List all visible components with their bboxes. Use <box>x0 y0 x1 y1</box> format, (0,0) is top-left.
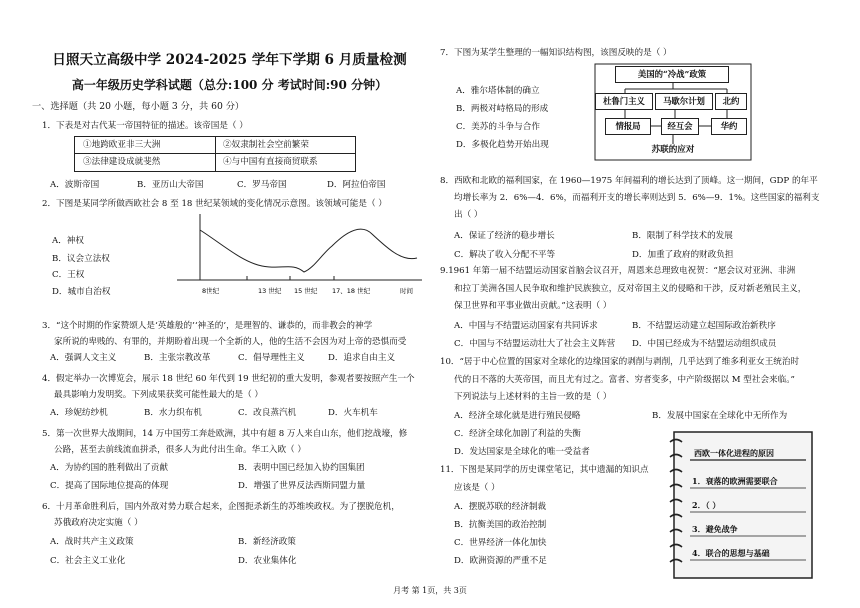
q4-option-c[interactable]: C．改良蒸汽机 <box>238 408 297 418</box>
q7-option-d[interactable]: D．多极化趋势开始出现 <box>456 140 549 150</box>
q6-option-c[interactable]: C．社会主义工业化 <box>50 556 126 566</box>
q1-option-a[interactable]: A．波斯帝国 <box>50 180 100 190</box>
q1-cell-3: ③法律建设成就斐然 <box>83 157 161 167</box>
q2-option-b[interactable]: B．议会立法权 <box>52 254 110 264</box>
q11-option-d[interactable]: D．欧洲资源的严重不足 <box>454 556 547 566</box>
q10-line-1: 10．“居于中心位置的国家对全球化的边缘国家的剥削与剥削，几乎达到了维多利亚女王统治时 <box>440 357 800 367</box>
q10-line-2: 代的日不落的大英帝国，而且尤有过之。富者、穷者变多，中产阶级据以 M 型社会来临。” <box>454 375 795 385</box>
q1-cell-1: ①地跨欧亚非三大洲 <box>83 140 161 150</box>
q2-option-d[interactable]: D．城市自治权 <box>52 287 111 297</box>
q11-notebook-item-3: 3．避免战争 <box>692 524 738 534</box>
q5-option-c[interactable]: C．提高了国际地位提高的体现 <box>50 481 169 491</box>
q3-option-d[interactable]: D．追求自由主义 <box>328 353 396 363</box>
q7-node-marshall: 马歇尔计划 <box>655 93 713 110</box>
q7-node-soviet-response: 苏联的应对 <box>651 145 695 155</box>
q5-line-1: 5．第一次世界大战期间，14 万中国劳工奔赴欧洲，其中有超 8 万人来自山东，他们挖战壕，修 <box>42 429 408 439</box>
q1-cell-4: ④与中国有直接商贸联系 <box>223 157 318 167</box>
q6-option-d[interactable]: D．农业集体化 <box>238 556 297 566</box>
q2-axis-label-8c: 8世纪 <box>202 287 220 295</box>
q9-line-3: 保卫世界和平事业做出贡献。”这表明（ ） <box>454 301 612 311</box>
q10-option-a[interactable]: A．经济全球化就是进行殖民侵略 <box>454 411 581 421</box>
q3-line-1: 3．“这个时期的作家赞颂人是‘英雄般的’‘神圣的’，是理智的、谦恭的，而非教会的神学 <box>42 321 373 331</box>
q11-option-c[interactable]: C．世界经济一体化加快 <box>454 538 547 548</box>
q3-option-c[interactable]: C．倡导理性主义 <box>238 353 305 363</box>
q11-line-2: 应该是（ ） <box>454 483 500 493</box>
q11-option-a[interactable]: A．摆脱苏联的经济制裁 <box>454 502 547 512</box>
q11-notebook-title: 西欧一体化进程的原因 <box>694 448 774 458</box>
q10-line-3: 下列说法与上述材料的主旨一致的是（ ） <box>454 392 612 402</box>
q1-option-b[interactable]: B．亚历山大帝国 <box>137 180 204 190</box>
q4-line-2: 最具影响力发明奖。下列成果获奖可能性最大的是（ ） <box>54 390 263 400</box>
q6-option-a[interactable]: A．战时共产主义政策 <box>50 537 134 547</box>
q1-cell-2: ②奴隶制社会空前繁荣 <box>223 140 309 150</box>
q2-trend-diagram <box>172 210 422 302</box>
q8-option-c[interactable]: C．解决了收入分配不平等 <box>454 250 556 260</box>
section-heading: 一、选择题（共 20 小题，每小题 3 分，共 60 分） <box>32 101 245 112</box>
q6-line-2: 苏俄政府决定实施（ ） <box>54 518 143 528</box>
q4-option-d[interactable]: D．火车机车 <box>328 408 378 418</box>
q9-line-2: 和拉丁美洲各国人民争取和维护民族独立，反对帝国主义的侵略和干涉，反对新老殖民主义， <box>454 284 807 294</box>
q8-option-b[interactable]: B．限制了科学技术的发展 <box>632 231 733 241</box>
q7-node-nato: 北约 <box>715 93 747 110</box>
q9-line-1: 9.1961 年第一届不结盟运动国家首脑会议召开，周恩来总理致电祝贺：“愿会议对亚洲、非洲 <box>440 266 796 276</box>
q11-option-b[interactable]: B．抗衡美国的政治控制 <box>454 520 547 530</box>
q11-notebook-item-2: 2．（ ） <box>692 500 721 510</box>
q11-line-1: 11．下图是某同学的历史课堂笔记，其中遗漏的知识点 <box>440 465 649 475</box>
q2-option-a[interactable]: A．神权 <box>52 236 84 246</box>
q7-cold-war-diagram <box>593 62 753 162</box>
q5-option-b[interactable]: B．表明中国已经加入协约国集团 <box>238 463 365 473</box>
exam-title: 日照天立高级中学 2024-2025 学年下学期 6 月质量检测 <box>52 52 407 68</box>
q1-option-c[interactable]: C．罗马帝国 <box>237 180 287 190</box>
q7-node-cominform: 情报局 <box>605 118 651 135</box>
q1-option-d[interactable]: D．阿拉伯帝国 <box>327 180 386 190</box>
q11-notebook-item-4: 4．联合的思想与基础 <box>692 548 770 558</box>
q4-option-a[interactable]: A．珍妮纺纱机 <box>50 408 108 418</box>
q7-option-c[interactable]: C．美苏的斗争与合作 <box>456 122 540 132</box>
q2-trend-curve <box>200 229 417 272</box>
q8-line-2: 均增长率为 2．6%—4．6%，而福利开支的增长率则达到 5．6%—9．1%。这些国家的福利支 <box>454 193 820 203</box>
q5-option-d[interactable]: D．增强了世界反法西斯同盟力量 <box>238 481 366 491</box>
q6-line-1: 6．十月革命胜利后，国内外敌对势力联合起来，企图扼杀新生的苏维埃政权。为了摆脱危机， <box>42 502 400 512</box>
q2-axis-label-15c: 15 世纪 <box>294 287 318 295</box>
q2-stem: 2．下图是某同学所做西欧社会 8 至 18 世纪某领域的变化情况示意图。该领域可能是（ ） <box>42 199 387 209</box>
page-footer: 月考 第 1页，共 3页 <box>393 586 467 595</box>
q7-node-us-policy: 美国的“冷战”政策 <box>615 66 729 83</box>
q10-option-c[interactable]: C．经济全球化加剧了利益的失衡 <box>454 429 581 439</box>
q6-option-b[interactable]: B．新经济政策 <box>238 537 296 547</box>
q7-stem: 7．下图为某学生整理的一幅知识结构图，该图反映的是（ ） <box>440 48 672 58</box>
q9-option-c[interactable]: C．中国与不结盟运动壮大了社会主义阵营 <box>454 339 616 349</box>
q8-option-a[interactable]: A．保证了经济的稳步增长 <box>454 231 555 241</box>
q4-option-b[interactable]: B．水力织布机 <box>144 408 202 418</box>
q7-node-comecon: 经互会 <box>661 118 699 135</box>
q2-axis-label-13c: 13 世纪 <box>258 287 282 295</box>
exam-subtitle: 高一年级历史学科试题（总分:100 分 考试时间:90 分钟） <box>71 78 388 92</box>
q7-option-b[interactable]: B．两极对峙格局的形成 <box>456 104 549 114</box>
q7-option-a[interactable]: A．雅尔塔体制的确立 <box>456 86 540 96</box>
q3-option-b[interactable]: B．主张宗教改革 <box>144 353 211 363</box>
q3-line-2: 家所说的卑贱的、有罪的，并期盼着出现一个全新的人，他的生活不会因为对上帝的恐惧而受 <box>54 337 407 347</box>
q8-line-1: 8．西欧和北欧的福利国家，在 1960—1975 年间福利的增长达到了顶峰。这一期间，GDP 的年平 <box>440 176 818 186</box>
q3-option-a[interactable]: A．强调人文主义 <box>50 353 117 363</box>
q10-option-d[interactable]: D．发达国家是全球化的唯一受益者 <box>454 447 590 457</box>
q9-option-b[interactable]: B．不结盟运动建立起国际政治新秩序 <box>632 321 776 331</box>
q4-line-1: 4．假定举办一次博览会，展示 18 世纪 60 年代到 19 世纪初的重大发明，参观者要按照产生一个 <box>42 374 415 384</box>
q1-table <box>74 136 356 172</box>
q5-option-a[interactable]: A．为协约国的胜利做出了贡献 <box>50 463 168 473</box>
q9-option-d[interactable]: D．中国已经成为不结盟运动组织成员 <box>632 339 777 349</box>
q7-node-warsaw: 华约 <box>711 118 747 135</box>
q7-node-truman: 杜鲁门主义 <box>595 93 653 110</box>
q8-option-d[interactable]: D．加重了政府的财政负担 <box>632 250 734 260</box>
q10-option-b[interactable]: B．发展中国家在全球化中无所作为 <box>652 411 788 421</box>
q8-line-3: 出（ ） <box>454 210 483 220</box>
q11-notebook-item-1: 1．衰落的欧洲需要联合 <box>692 476 778 486</box>
q2-axis-label-time: 时间 <box>400 287 413 295</box>
q9-option-a[interactable]: A．中国与不结盟运动国家有共同诉求 <box>454 321 598 331</box>
q2-option-c[interactable]: C．王权 <box>52 270 85 280</box>
q11-notebook-image <box>666 430 816 580</box>
q5-line-2: 公路，甚至去前线流血拼杀，很多人为此付出生命。华工入欧（ ） <box>54 445 306 455</box>
q1-stem: 1．下表是对古代某一帝国特征的描述。该帝国是（ ） <box>42 121 248 131</box>
q2-axis-label-17c: 17、18 世纪 <box>332 287 371 295</box>
